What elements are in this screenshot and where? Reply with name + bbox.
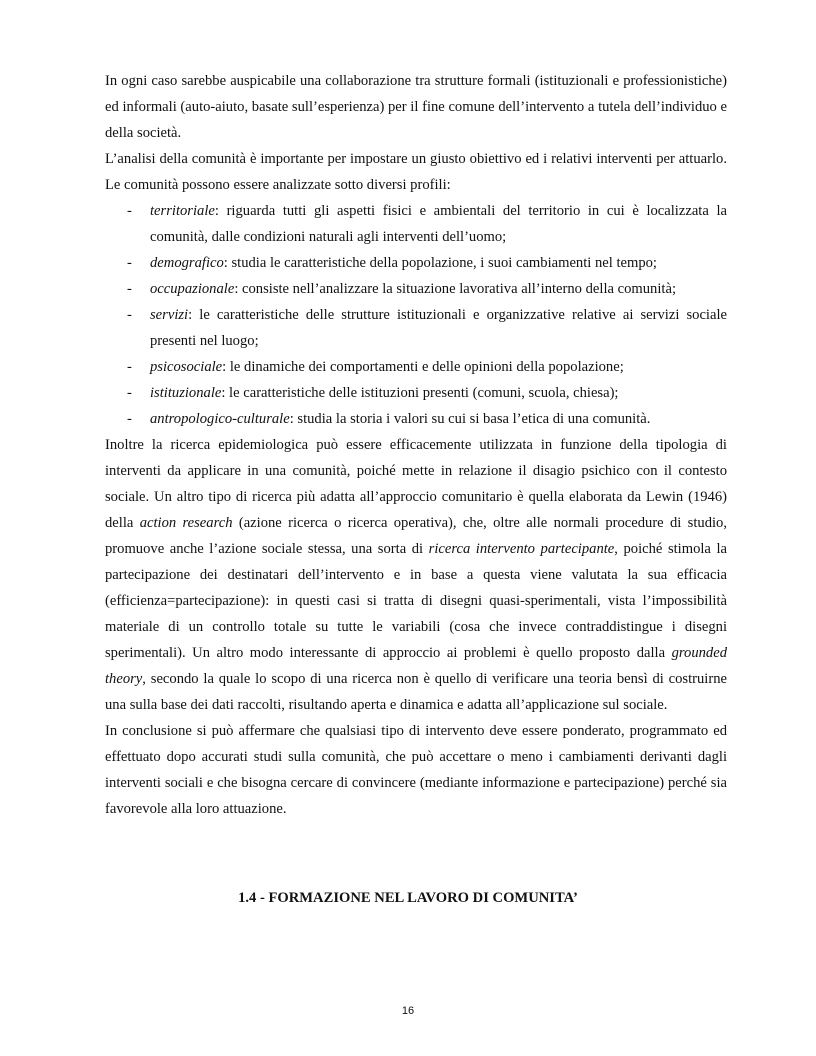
section-heading: 1.4 - FORMAZIONE NEL LAVORO DI COMUNITA’ [238,890,578,906]
term-grounded-theory: grounded theory [105,645,727,687]
list-term: antropologico-culturale [150,411,290,427]
list-term: territoriale [150,203,215,219]
list-item: - servizi: le caratteristiche delle strutture istituzionali e organizzative relative ai servizi sociale presenti nel luogo; [127,307,727,349]
term-action-research: action research [139,515,233,531]
paragraph-conclusion: In conclusione si può affermare che qualsiasi tipo di intervento deve essere ponderato, programmato ed effettuato dopo accurati studi sulla comunità, che può accettare o meno i cambiamenti derivanti dagli interventi sociali e che bisogna cercare di convincere (mediante informazione e partecipazione) perché sia favorevole alla loro attuazione. [105,723,727,817]
paragraph-research: Inoltre la ricerca epidemiologica può essere efficacemente utilizzata in funzione della tipologia di interventi da applicare in una comunità, poiché mette in relazione il disagio psichico con il contesto sociale. Un altro tipo di ricerca più adatta all’approccio comunitario è quella elaborata da Lewin (1946) della action research (azione ricerca o ricerca operativa), che, oltre alle normali procedure di studio, promuove anche l’azione sociale stessa, una sorta di ricerca intervento partecipante, poiché stimola la partecipazione dei destinatari dell’intervento e in base a questa viene valutata la sua efficacia (efficienza=partecipazione): in questi casi si tratta di disegni quasi-sperimentali, vista l’impossibilità materiale di un controllo totale su tutte le variabili (cosa che invece contraddistingue i disegni sperimentali). Un altro modo interessante di approccio ai problemi è quello proposto dalla grounded theory, secondo la quale lo scopo di una ricerca non è quello di verificare una teoria bensì di costruirne una sulla base dei dati raccolti, risultando aperta e dinamica e adatta all’applicazione sul sociale. [105,437,728,713]
list-item: - istituzionale: le caratteristiche delle istituzioni presenti (comuni, scuola, chiesa); [127,385,619,401]
list-term: demografico [150,255,224,271]
paragraph-collaboration: In ogni caso sarebbe auspicabile una collaborazione tra strutture formali (istituzionali e professionistiche) ed informali (auto-aiuto, basate sull’esperienza) per il fine comune dell’intervento a tutela dell’individuo e della società. [105,73,727,141]
list-item: - psicosociale: le dinamiche dei comportamenti e delle opinioni della popolazione; [127,359,624,375]
list-term: servizi [150,307,189,323]
page-number: 16 [401,1005,415,1017]
term-ricerca-intervento: ricerca intervento partecipante [428,541,615,557]
paragraph-community-analysis: L’analisi della comunità è importante per impostare un giusto obiettivo ed i relativi interventi per attuarlo. Le comunità possono essere analizzate sotto diversi profili: [105,151,727,193]
list-term: occupazionale [150,281,235,297]
list-term: istituzionale [150,385,222,401]
list-item: - territoriale: riguarda tutti gli aspetti fisici e ambientali del territorio in cui è localizzata la comunità, dalle condizioni naturali agli interventi dell’uomo; [127,203,727,245]
list-item: - demografico: studia le caratteristiche della popolazione, i suoi cambiamenti nel tempo; [127,255,657,271]
profile-list [105,198,727,432]
list-term: psicosociale [150,359,223,375]
list-item: - occupazionale: consiste nell’analizzare la situazione lavorativa all’interno della comunità; [127,281,676,297]
document-body [105,68,727,822]
list-item: - antropologico-culturale: studia la storia i valori su cui si basa l’etica di una comunità. [127,411,651,427]
